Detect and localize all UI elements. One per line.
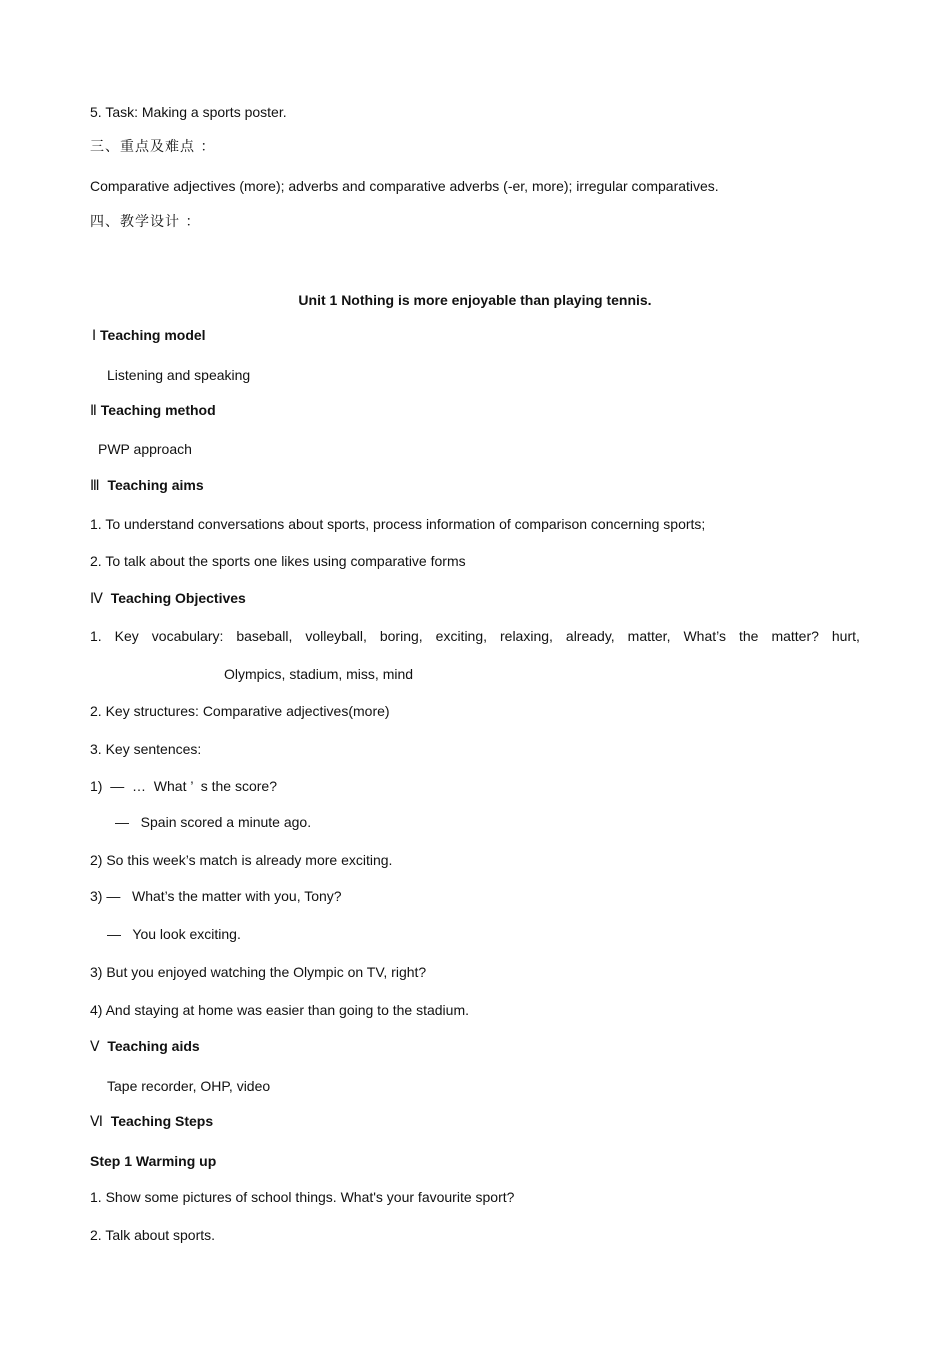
vocab-word: boring, xyxy=(379,628,423,644)
step-1-item-1: 1. Show some pictures of school things. What's your favourite sport? xyxy=(90,1189,515,1205)
key-vocabulary-continued: Olympics, stadium, miss, mind xyxy=(224,666,414,682)
aim-2: 2. To talk about the sports one likes using comparative forms xyxy=(90,553,466,569)
teaching-model-value: Listening and speaking xyxy=(107,367,251,383)
roman-numeral: Ⅲ xyxy=(90,477,100,493)
roman-numeral: Ⅱ xyxy=(90,402,97,418)
vocab-word: What’s xyxy=(683,628,726,644)
sentence-3b: — You look exciting. xyxy=(107,926,241,942)
vocab-word: baseball, xyxy=(236,628,293,644)
section-heading-key-points: 三、重点及难点 ： xyxy=(90,139,216,155)
heading-label: Teaching aims xyxy=(107,477,204,493)
heading-label: Teaching method xyxy=(100,402,216,418)
heading-teaching-aids xyxy=(90,1037,200,1055)
vocab-word: already, xyxy=(565,628,615,644)
roman-numeral: Ⅴ xyxy=(90,1038,100,1054)
vocab-word: hurt, xyxy=(831,628,860,644)
heading-teaching-method xyxy=(90,401,216,419)
vocab-word: Key xyxy=(114,628,139,644)
task-line: 5. Task: Making a sports poster. xyxy=(90,104,287,120)
vocab-word: the xyxy=(738,628,759,644)
teaching-method-value: PWP approach xyxy=(98,441,192,457)
vocab-word: matter? xyxy=(771,628,819,644)
sentence-3a: 3) — What’s the matter with you, Tony? xyxy=(90,888,342,904)
heading-teaching-steps xyxy=(90,1112,213,1130)
unit-title: Unit 1 Nothing is more enjoyable than playing tennis. xyxy=(298,292,652,308)
heading-label: Teaching Steps xyxy=(110,1113,214,1129)
heading-label: Teaching Objectives xyxy=(110,590,246,606)
key-structures: 2. Key structures: Comparative adjectives(more) xyxy=(90,703,390,719)
sentence-1b: — Spain scored a minute ago. xyxy=(115,814,312,830)
teaching-aids-value: Tape recorder, OHP, video xyxy=(107,1078,271,1094)
key-vocabulary-line xyxy=(90,627,860,645)
key-points-text: Comparative adjectives (more); adverbs and comparative adverbs (-er, more); irregular comparatives. xyxy=(90,178,719,194)
sentence-1a: 1) — … What ’ s the score? xyxy=(90,778,277,794)
heading-teaching-model xyxy=(92,326,206,344)
heading-teaching-objectives xyxy=(90,589,246,607)
step-1-heading: Step 1 Warming up xyxy=(90,1153,217,1169)
heading-label: Teaching model xyxy=(100,327,206,343)
section-heading-teaching-design: 四、教学设计 ： xyxy=(90,214,201,230)
vocab-word: matter, xyxy=(627,628,671,644)
sentence-4: 4) And staying at home was easier than going to the stadium. xyxy=(90,1002,470,1018)
roman-numeral: Ⅰ xyxy=(92,327,97,343)
heading-teaching-aims xyxy=(90,476,204,494)
vocab-word: vocabulary: xyxy=(151,628,224,644)
heading-label: Teaching aids xyxy=(107,1038,200,1054)
sentence-2: 2) So this week’s match is already more exciting. xyxy=(90,852,393,868)
vocab-word: exciting, xyxy=(435,628,488,644)
roman-numeral: Ⅳ xyxy=(90,590,103,606)
sentence-3c: 3) But you enjoyed watching the Olympic on TV, right? xyxy=(90,964,427,980)
vocab-word: relaxing, xyxy=(500,628,553,644)
step-1-item-2: 2. Talk about sports. xyxy=(90,1227,216,1243)
vocab-word: 1. xyxy=(90,628,102,644)
vocab-word: volleyball, xyxy=(305,628,367,644)
roman-numeral: Ⅵ xyxy=(90,1113,103,1129)
key-sentences-heading: 3. Key sentences: xyxy=(90,741,202,757)
aim-1: 1. To understand conversations about sports, process information of comparison concerning sports; xyxy=(90,516,706,532)
